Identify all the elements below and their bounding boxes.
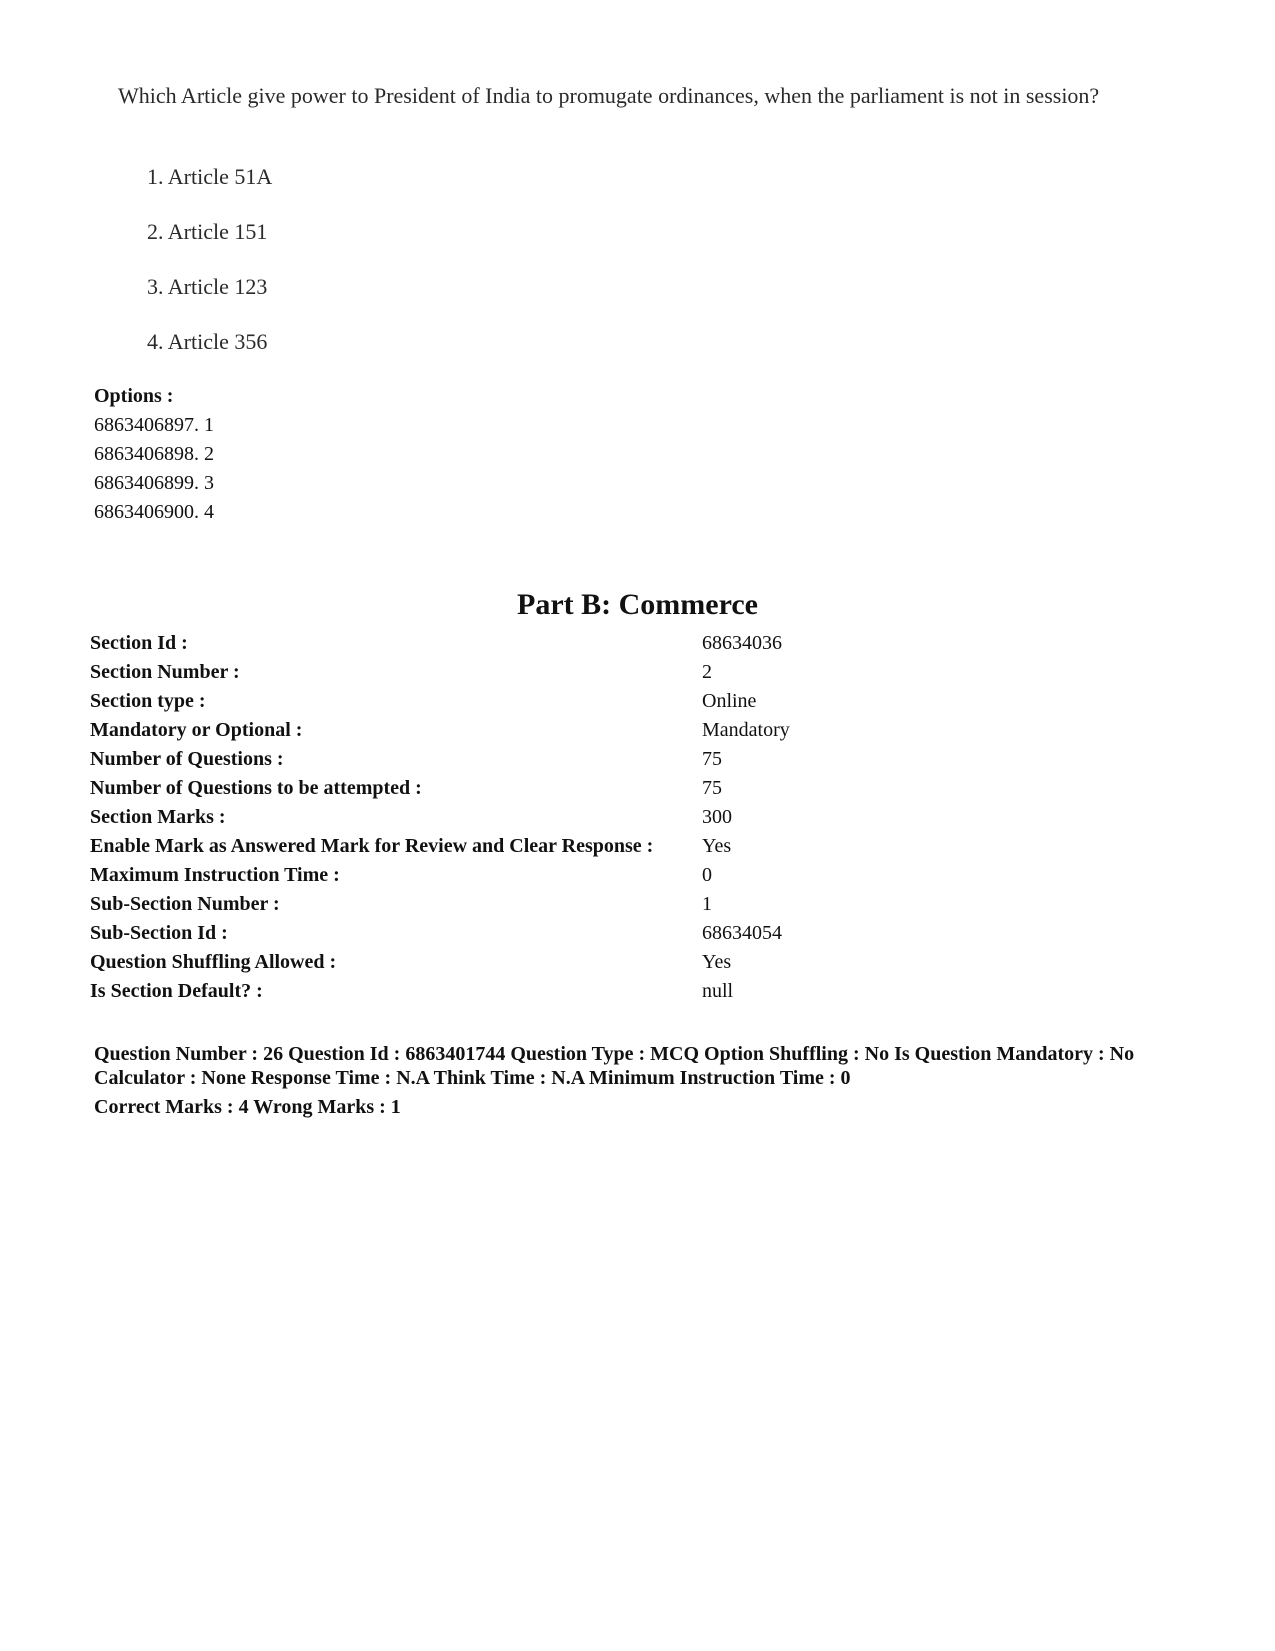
section-field-value: 1 (702, 893, 712, 915)
section-row (90, 687, 790, 716)
question-marks: Correct Marks : 4 Wrong Marks : 1 (94, 1096, 401, 1118)
section-row (90, 832, 790, 861)
section-row (90, 919, 790, 948)
question-text: Which Article give power to President of India to promugate ordinances, when the parliament is not in session? (118, 83, 1100, 108)
section-field-label: Section Number : (90, 661, 240, 683)
section-row (90, 774, 790, 803)
section-field-value: 75 (702, 748, 722, 770)
options-block (94, 382, 214, 527)
answer-choice: 3. Article 123 (147, 274, 268, 299)
question-metadata: Question Number : 26 Question Id : 6863401744 Question Type : MCQ Option Shuffling : No Is Question Mandatory : No Calculator : None Response Time : N.A Think Time : N.A Minimum Instruction Time : 0 (94, 1043, 1135, 1089)
section-field-value: 0 (702, 864, 712, 886)
section-field-value: 300 (702, 806, 732, 828)
section-row (90, 890, 790, 919)
section-field-label: Question Shuffling Allowed : (90, 951, 337, 973)
section-field-value: Yes (702, 835, 732, 857)
section-field-value: 68634036 (702, 632, 782, 654)
option-id: 6863406899. 3 (94, 472, 214, 494)
section-field-label: Section type : (90, 690, 206, 712)
section-field-label: Sub-Section Number : (90, 893, 280, 915)
section-row (90, 745, 790, 774)
section-field-label: Is Section Default? : (90, 980, 263, 1002)
section-row (90, 658, 790, 687)
section-field-value: 75 (702, 777, 722, 799)
section-row (90, 948, 790, 977)
answer-choices (147, 164, 272, 384)
section-field-value: 68634054 (702, 922, 782, 944)
section-row (90, 716, 790, 745)
section-row (90, 977, 790, 1006)
section-field-label: Section Id : (90, 632, 188, 654)
answer-choice: 1. Article 51A (147, 164, 273, 189)
section-field-value: null (702, 980, 734, 1002)
section-field-label: Enable Mark as Answered Mark for Review and Clear Response : (90, 835, 654, 857)
section-field-label: Maximum Instruction Time : (90, 864, 340, 886)
section-row (90, 861, 790, 890)
section-row (90, 803, 790, 832)
section-field-label: Number of Questions : (90, 748, 284, 770)
section-info-table (90, 629, 790, 1006)
option-id: 6863406897. 1 (94, 414, 214, 436)
section-field-label: Mandatory or Optional : (90, 719, 303, 741)
section-field-value: Mandatory (702, 719, 790, 741)
options-label: Options : (94, 385, 174, 407)
section-row (90, 629, 790, 658)
option-id: 6863406898. 2 (94, 443, 214, 465)
section-field-label: Sub-Section Id : (90, 922, 228, 944)
option-id: 6863406900. 4 (94, 501, 214, 523)
section-field-label: Section Marks : (90, 806, 226, 828)
section-field-value: 2 (702, 661, 712, 683)
answer-choice: 2. Article 151 (147, 219, 268, 244)
section-field-value: Online (702, 690, 757, 712)
section-field-value: Yes (702, 951, 732, 973)
section-field-label: Number of Questions to be attempted : (90, 777, 422, 799)
answer-choice: 4. Article 356 (147, 329, 268, 354)
part-title: Part B: Commerce (517, 588, 758, 621)
